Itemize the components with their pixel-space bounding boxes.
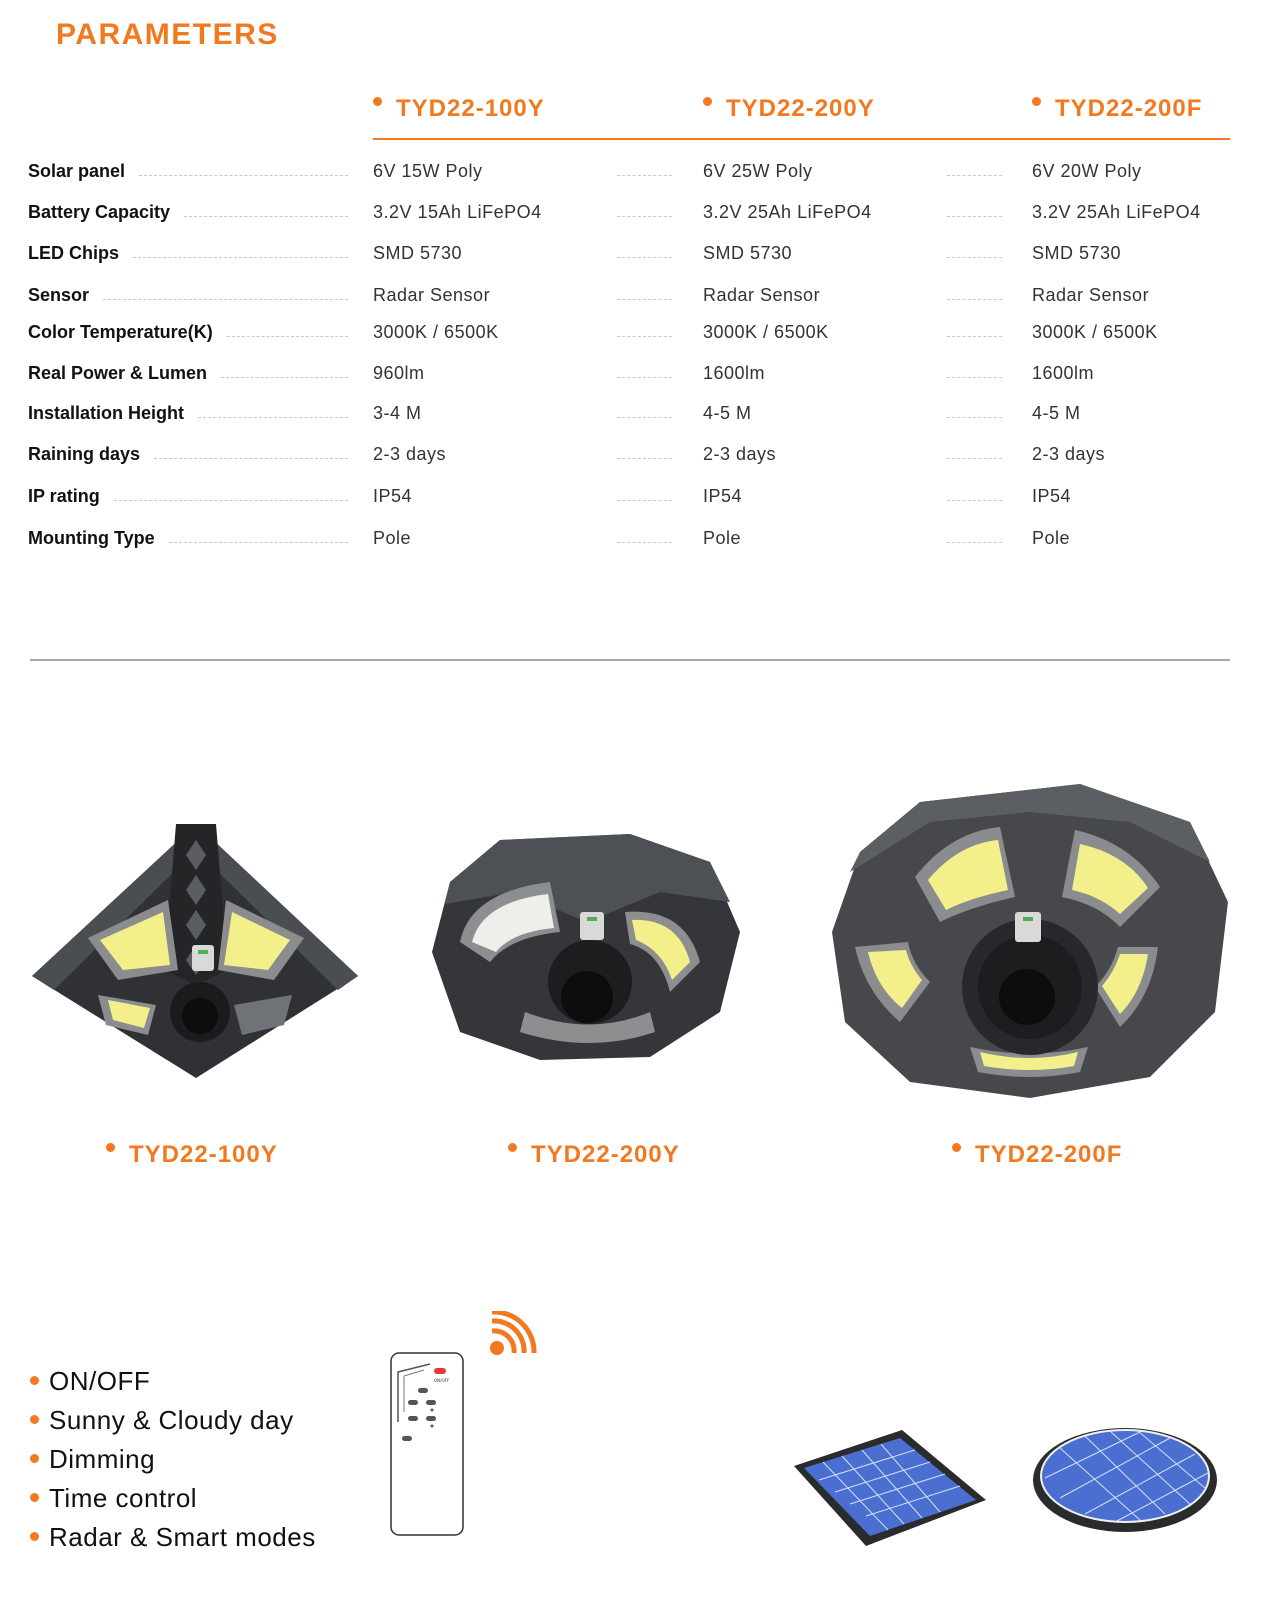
solar-panel-round-image <box>1030 1418 1220 1536</box>
parameter-row <box>0 363 1275 393</box>
parameter-value: 3.2V 25Ah LiFePO4 <box>1032 202 1201 222</box>
dotted-leader <box>198 417 348 418</box>
parameter-value: IP54 <box>373 486 413 506</box>
bullet-icon <box>30 1454 39 1463</box>
dotted-leader <box>617 542 672 543</box>
feature-item: Time control <box>30 1483 197 1514</box>
parameter-row <box>0 444 1275 474</box>
product-label-2: TYD22-200Y <box>508 1141 680 1169</box>
parameter-label: Solar panel <box>28 161 126 181</box>
parameter-label: Mounting Type <box>28 528 155 548</box>
parameter-value: Pole <box>1032 528 1071 548</box>
dotted-leader <box>154 458 348 459</box>
bullet-icon <box>30 1415 39 1424</box>
parameter-value: 960lm <box>373 363 425 383</box>
parameter-row <box>0 243 1275 273</box>
page-title: PARAMETERS <box>56 18 279 51</box>
remote-onoff-label: ON/OFF <box>434 1378 450 1383</box>
parameter-value: 4-5 M <box>703 403 752 423</box>
product-image-tyd22-100y <box>28 820 363 1082</box>
parameter-value: 3000K / 6500K <box>373 322 499 342</box>
parameter-row <box>0 322 1275 352</box>
bullet-icon <box>30 1493 39 1502</box>
parameter-row <box>0 486 1275 516</box>
parameter-row <box>0 528 1275 558</box>
dotted-leader <box>947 336 1002 337</box>
dotted-leader <box>617 299 672 300</box>
model-header-3: TYD22-200F <box>1032 95 1202 123</box>
feature-item: Radar & Smart modes <box>30 1522 316 1553</box>
dotted-leader <box>169 542 348 543</box>
product-label-3: TYD22-200F <box>952 1141 1122 1169</box>
parameter-value: 2-3 days <box>703 444 777 464</box>
model-header-1: TYD22-100Y <box>373 95 545 123</box>
dotted-leader <box>221 377 348 378</box>
parameter-value: IP54 <box>1032 486 1072 506</box>
dotted-leader <box>947 458 1002 459</box>
dotted-leader <box>617 500 672 501</box>
dotted-leader <box>617 336 672 337</box>
parameter-label: Color Temperature(K) <box>28 322 213 342</box>
parameter-value: 2-3 days <box>373 444 447 464</box>
dotted-leader <box>947 542 1002 543</box>
bullet-icon <box>30 1532 39 1541</box>
dotted-leader <box>227 336 348 337</box>
parameter-value: 6V 15W Poly <box>373 161 483 181</box>
feature-item: ON/OFF <box>30 1366 150 1397</box>
parameter-value: 3.2V 15Ah LiFePO4 <box>373 202 542 222</box>
bullet-icon <box>373 97 382 106</box>
parameter-label: IP rating <box>28 486 100 506</box>
dotted-leader <box>947 257 1002 258</box>
parameter-value: IP54 <box>703 486 743 506</box>
dotted-leader <box>947 417 1002 418</box>
parameter-value: 3000K / 6500K <box>703 322 829 342</box>
parameter-value: 1600lm <box>1032 363 1095 383</box>
product-image-tyd22-200y <box>430 832 745 1064</box>
dotted-leader <box>617 458 672 459</box>
header-divider <box>373 138 1230 140</box>
bullet-icon <box>703 97 712 106</box>
dotted-leader <box>617 377 672 378</box>
dotted-leader <box>947 500 1002 501</box>
bullet-icon <box>106 1143 115 1152</box>
bullet-icon <box>1032 97 1041 106</box>
parameter-value: Radar Sensor <box>373 285 491 305</box>
parameter-value: 6V 25W Poly <box>703 161 813 181</box>
parameter-row <box>0 403 1275 433</box>
dotted-leader <box>103 299 348 300</box>
feature-item: Dimming <box>30 1444 155 1475</box>
dotted-leader <box>617 257 672 258</box>
parameter-label: Battery Capacity <box>28 202 171 222</box>
parameter-label: LED Chips <box>28 243 120 263</box>
dotted-leader <box>184 216 348 217</box>
parameter-row <box>0 285 1275 315</box>
parameter-value: Pole <box>373 528 412 548</box>
dotted-leader <box>617 216 672 217</box>
parameter-value: SMD 5730 <box>1032 243 1122 263</box>
dotted-leader <box>947 216 1002 217</box>
dotted-leader <box>617 417 672 418</box>
parameter-value: Pole <box>703 528 742 548</box>
parameter-value: 3.2V 25Ah LiFePO4 <box>703 202 872 222</box>
parameter-value: 4-5 M <box>1032 403 1081 423</box>
parameter-value: 3000K / 6500K <box>1032 322 1158 342</box>
parameter-value: 2-3 days <box>1032 444 1106 464</box>
parameter-value: SMD 5730 <box>703 243 793 263</box>
dotted-leader <box>133 257 348 258</box>
remote-control-image <box>390 1352 466 1538</box>
bullet-icon <box>508 1143 517 1152</box>
parameter-label: Real Power & Lumen <box>28 363 208 383</box>
parameter-label: Raining days <box>28 444 141 464</box>
parameter-label: Sensor <box>28 285 90 305</box>
parameter-row <box>0 161 1275 191</box>
solar-panel-square-image <box>790 1430 990 1548</box>
parameter-value: 1600lm <box>703 363 766 383</box>
product-image-tyd22-200f <box>830 782 1230 1100</box>
parameter-value: Radar Sensor <box>1032 285 1150 305</box>
parameter-value: Radar Sensor <box>703 285 821 305</box>
section-divider <box>30 659 1230 661</box>
parameter-value: 6V 20W Poly <box>1032 161 1142 181</box>
parameter-value: SMD 5730 <box>373 243 463 263</box>
parameter-row <box>0 202 1275 232</box>
feature-item: Sunny & Cloudy day <box>30 1405 294 1436</box>
dotted-leader <box>114 500 348 501</box>
bullet-icon <box>30 1376 39 1385</box>
product-label-1: TYD22-100Y <box>106 1141 278 1169</box>
wireless-signal-icon <box>488 1311 538 1357</box>
parameter-value: 3-4 M <box>373 403 422 423</box>
dotted-leader <box>617 175 672 176</box>
model-header-2: TYD22-200Y <box>703 95 875 123</box>
bullet-icon <box>952 1143 961 1152</box>
dotted-leader <box>947 299 1002 300</box>
dotted-leader <box>947 377 1002 378</box>
parameter-label: Installation Height <box>28 403 185 423</box>
dotted-leader <box>947 175 1002 176</box>
dotted-leader <box>139 175 348 176</box>
